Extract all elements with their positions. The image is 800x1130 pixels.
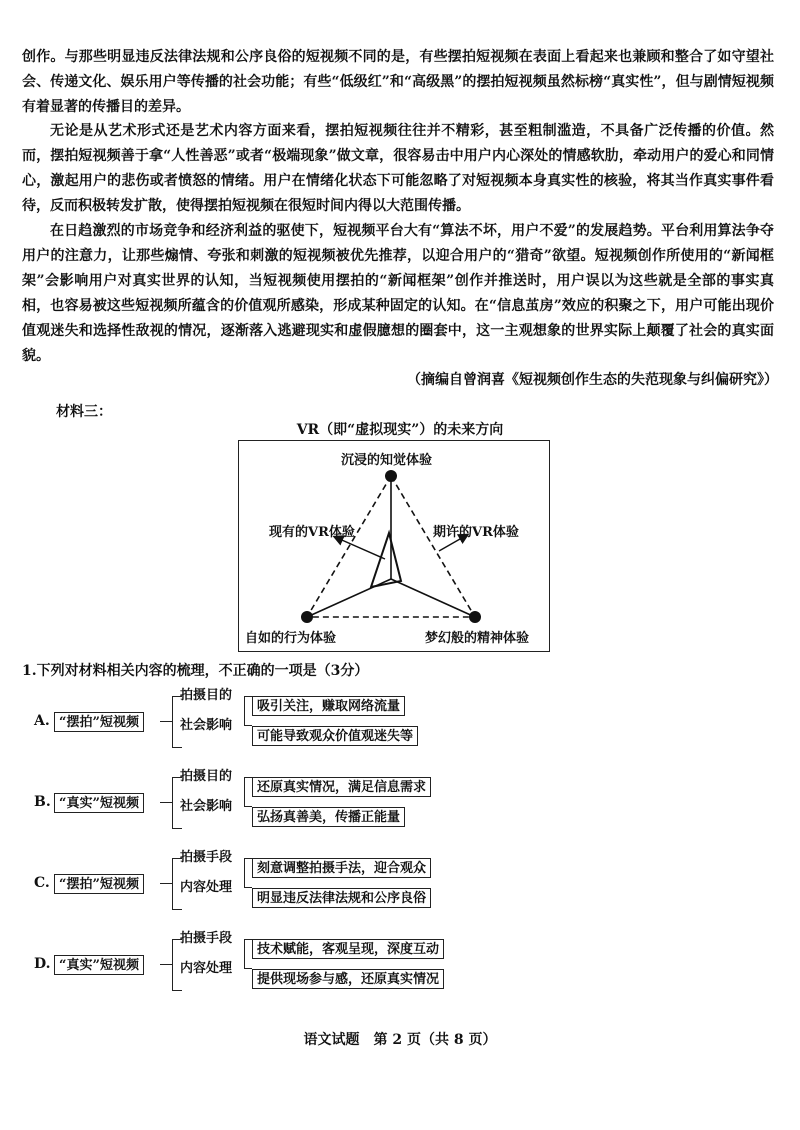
branch-1-label: 拍摄目的 [180,688,233,703]
arrow-current [335,537,385,559]
connector-stem [160,883,172,884]
question-1: 1.下列对材料相关内容的梳理，不正确的一项是（3分） [22,663,369,679]
detail-box-1: 刻意调整拍摄手法，迎合观众 [252,858,431,878]
subject-box: “摆拍”短视频 [54,712,144,732]
branch-1-label: 拍摄目的 [180,769,233,784]
vertex-right [469,611,481,623]
vr-diagram [238,440,550,652]
option-letter: C. [34,875,50,891]
label-bottom-left: 自如的行为体验 [245,631,337,646]
detail-box-2: 明显违反法律法规和公序良俗 [252,888,431,908]
label-expected-vr: 期许的VR体验 [433,525,519,540]
connector-stem [160,721,172,722]
branch-connector [244,939,252,969]
detail-box-2: 弘扬真善美，传播正能量 [252,807,405,827]
label-bottom-right: 梦幻般的精神体验 [425,631,530,646]
detail-box-1: 还原真实情况，满足信息需求 [252,777,431,797]
branch-connector [244,696,252,726]
branch-1-label: 拍摄手段 [180,931,233,946]
detail-box-2: 提供现场参与感，还原真实情况 [252,969,444,989]
label-top: 沉浸的知觉体验 [341,453,433,468]
connector-stem [160,802,172,803]
vertex-top [385,470,397,482]
branch-2-label: 内容处理 [180,880,233,895]
material-3-heading: 材料三： [56,404,112,420]
option-letter: A. [34,713,50,729]
source-citation: （摘编自曾润喜《短视频创作生态的失范现象与纠偏研究》） [407,372,778,388]
branch-connector [244,858,252,888]
figure-title: VR（即“虚拟现实”）的未来方向 [296,422,504,438]
option-letter: B. [34,794,51,810]
paragraph-3: 在日趋激烈的市场竞争和经济利益的驱使下，短视频平台大有“算法不坏，用户不爱”的发展趋势。平台利用算法争夺用户的注意力，让那些煽情、夸张和刺激的短视频被优先推荐，以迎合用户的“猎奇”欲望。短视频创作所使用的“新闻框架”会影响用户对真实世界的认知，当短视频使用摆拍的“新闻框架”创作并推送时，用户误以为这些就是全部的事实真相，也容易被这些短视频所蕴含的价值观所感染，形成某种固定的认知。在“信息茧房”效应的积聚之下，用户可能出现价值观迷失和选择性敌视的情况，逐渐落入逃避现实和虚假臆想的圈套中，这一主观想象的世界实际上颠覆了社会的真实面貌。 [22,223,774,364]
branch-connector [244,777,252,807]
detail-box-1: 技术赋能，客观呈现，深度互动 [252,939,444,959]
paragraph-2: 无论是从艺术形式还是艺术内容方面来看，摆拍短视频往往并不精彩，甚至粗制滥造，不具备广泛传播的价值。然而，摆拍短视频善于拿“人性善恶”或者“极端现象”做文章，很容易击中用户内心深处的情感软肋，牵动用户的爱心和同情心，激起用户的悲伤或者愤怒的情绪。用户在情绪化状态下可能忽略了对短视频本身真实性的核验，将其当作真实事件看待，反而积极转发扩散，使得摆拍短视频在很短时间内得以大范围传播。 [22,123,774,214]
axis-right [391,579,475,617]
current-vr-triangle [371,533,401,587]
vertex-left [301,611,313,623]
branch-2-label: 内容处理 [180,961,233,976]
subject-box: “摆拍”短视频 [54,874,144,894]
branch-2-label: 社会影响 [180,799,233,814]
branch-1-label: 拍摄手段 [180,850,233,865]
paragraph-1: 创作。与那些明显违反法律法规和公序良俗的短视频不同的是，有些摆拍短视频在表面上看起来也兼顾和整合了如守望社会、传递文化、娱乐用户等传播的社会功能；有些“低级红”和“高级黑”的摆拍短视频虽然标榜“真实性”，但与剧情短视频有着显著的传播目的差异。 [22,49,774,115]
vr-diagram-graphic [239,441,551,653]
branch-2-label: 社会影响 [180,718,233,733]
subject-box: “真实”短视频 [54,955,144,975]
detail-box-2: 可能导致观众价值观迷失等 [252,726,418,746]
connector-stem [160,964,172,965]
option-letter: D. [34,956,51,972]
page-footer: 语文试题 第 2 页（共 8 页） [303,1032,497,1048]
subject-box: “真实”短视频 [54,793,144,813]
detail-box-1: 吸引关注，赚取网络流量 [252,696,405,716]
label-current-vr: 现有的VR体验 [269,525,355,540]
